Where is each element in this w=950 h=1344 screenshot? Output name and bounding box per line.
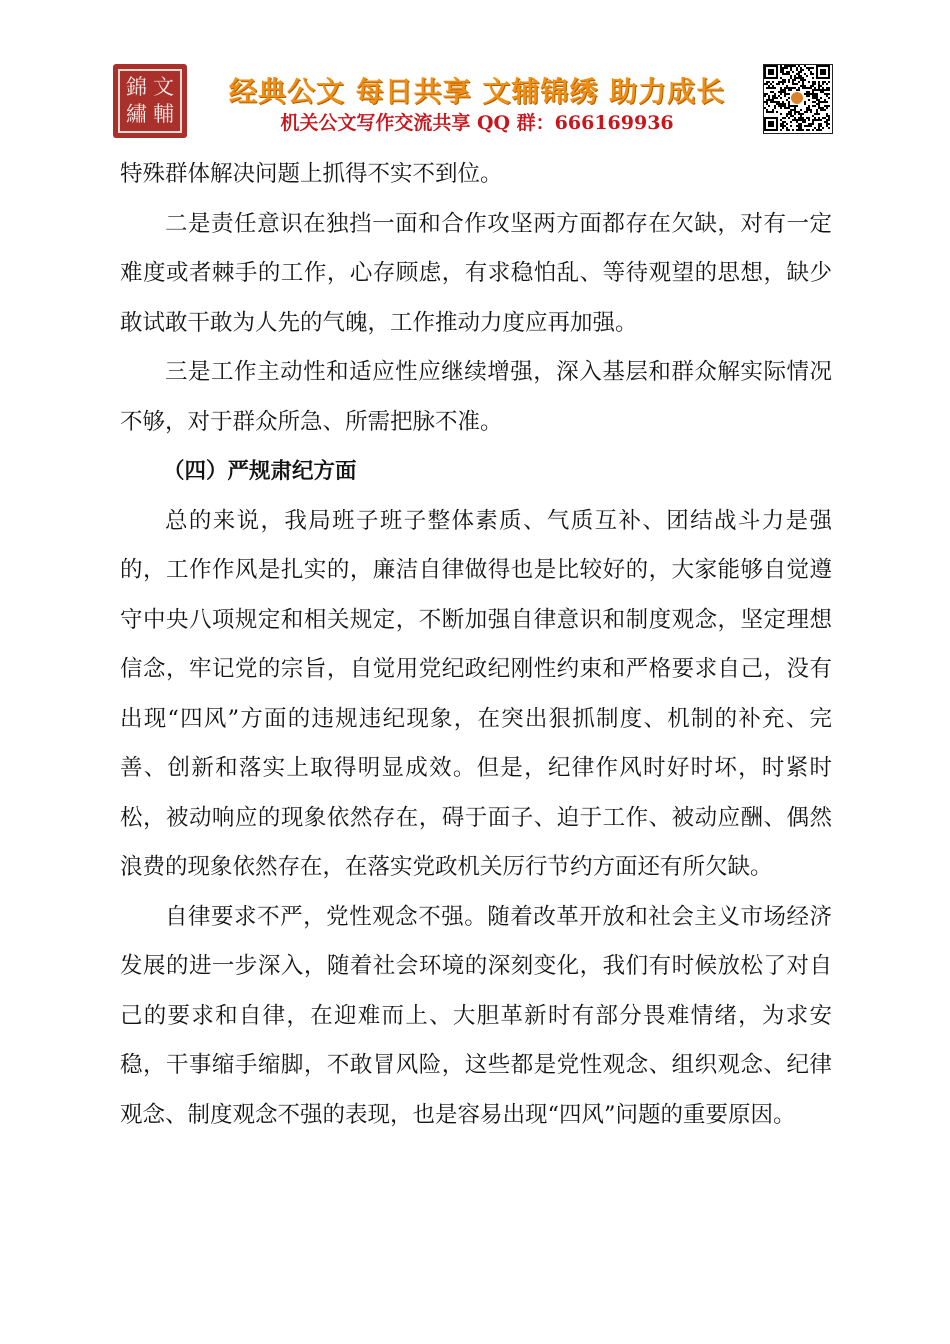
section-heading-discipline: （四）严规肃纪方面 <box>163 459 357 484</box>
paragraph-self-discipline: 自律要求不严，党性观念不强。随着改革开放和社会主义市场经济发展的进一步深入，随着社会环境的深刻变化，我们有时候放松了对自己的要求和自律，在迎难而上、大胆革新时有部分畏难情绪，为求安稳，干事缩手缩脚，不敢冒风险，这些都是党性观念、组织观念、纪律观念、制度观念不强的表现，也是容易出现“四风”问题的重要原因。 <box>120 903 832 1128</box>
seal-char: 繡 <box>126 102 147 126</box>
page-header <box>113 62 833 144</box>
paragraph-overall: 总的来说，我局班子班子整体素质、气质互补、团结战斗力是强的，工作作风是扎实的，廉洁自律做得也是比较好的，大家能够自觉遵守中央八项规定和相关规定，不断加强自律意识和制度观念，坚定理想信念，牢记党的宗旨，自觉用党纪政纪刚性约束和严格要求自己，没有出现“四风”方面的违规违纪现象，在突出狠抓制度、机制的补充、完善、创新和落实上取得明显成效。但是，纪律作风时好时坏，时紧时松，被动响应的现象依然存在，碍于面子、迫于工作、被动应酬、偶然浪费的现象依然存在，在落实党政机关厉行节约方面还有所欠缺。 <box>120 507 832 880</box>
paragraph-responsibility: 二是责任意识在独挡一面和合作攻坚两方面都存在欠缺，对有一定难度或者棘手的工作，心存顾虑，有求稳怕乱、等待观望的思想，缺少敢试敢干敢为人先的气魄，工作推动力度应再加强。 <box>120 210 832 336</box>
paragraph-initiative: 三是工作主动性和适应性应继续增强，深入基层和群众解实际情况不够，对于群众所急、所需把脉不准。 <box>120 359 832 435</box>
header-qq-group: 机关公文写作交流共享 QQ 群：666169936 <box>280 112 674 134</box>
seal-char: 輔 <box>153 102 174 126</box>
document-body <box>120 150 832 1140</box>
seal-char: 文 <box>153 75 174 99</box>
seal-char: 錦 <box>126 75 147 99</box>
qr-code-icon <box>763 64 833 134</box>
seal-characters <box>123 74 177 128</box>
header-slogan: 经典公文 每日共享 文辅锦绣 助力成长 <box>228 75 726 108</box>
seal-logo <box>113 64 187 138</box>
paragraph-continuation: 特殊群体解决问题上抓得不实不到位。 <box>120 161 503 187</box>
